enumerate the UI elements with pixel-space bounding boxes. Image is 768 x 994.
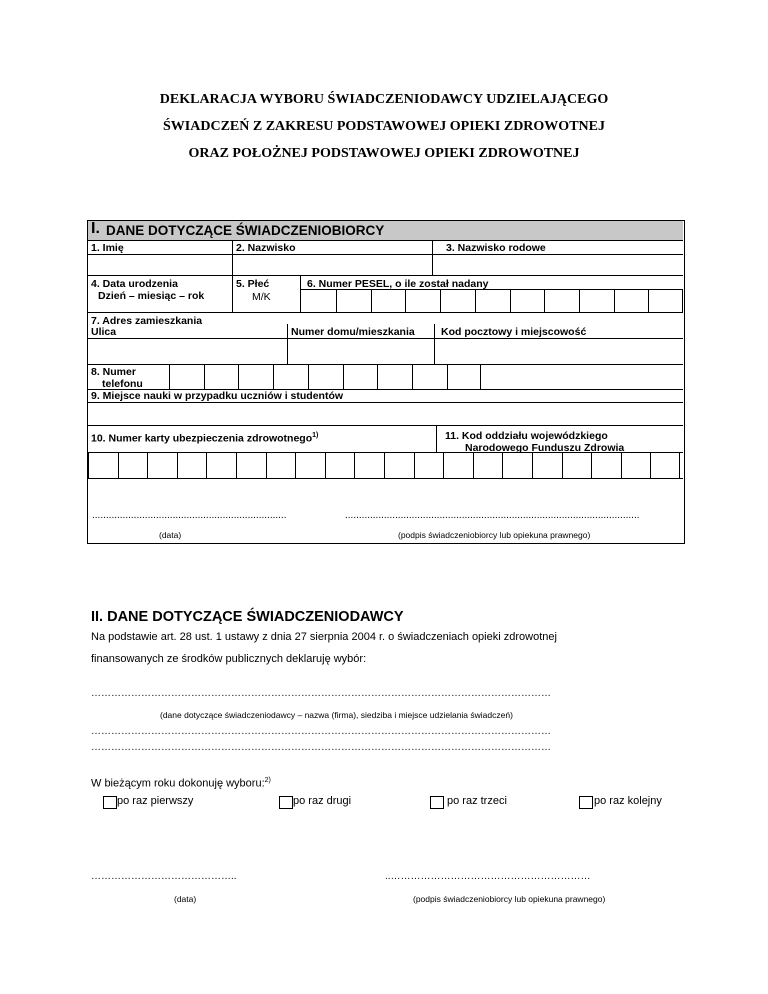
phone-digit-cell[interactable]: [377, 364, 412, 389]
pesel-digit-cell[interactable]: [579, 289, 614, 312]
field-nfz-code-label-2: Narodowego Funduszu Zdrowia: [465, 442, 625, 454]
phone-digit-cell[interactable]: [308, 364, 343, 389]
pesel-digit-cell[interactable]: [510, 289, 545, 312]
section-1-numeral: I.: [91, 220, 100, 237]
form-title-line-2: ŚWIADCZEŃ Z ZAKRESU PODSTAWOWEJ OPIEKI ZDROWOTNEJ: [163, 119, 605, 134]
option-next-time-label: po raz kolejny: [594, 795, 662, 807]
checkbox-first-time[interactable]: [103, 796, 117, 809]
choice-intro: W bieżącym roku dokonuję wyboru:$^{2)}$: [91, 777, 271, 790]
pesel-digit-cell[interactable]: [475, 289, 510, 312]
pesel-digit-cell[interactable]: [371, 289, 406, 312]
postal-city-input[interactable]: [435, 339, 683, 363]
phone-digit-cell[interactable]: [238, 364, 273, 389]
field-maiden-name-label: 3. Nazwisko rodowe: [446, 242, 546, 254]
card-digit-cell[interactable]: [118, 452, 148, 478]
field-street-label: Ulica: [91, 326, 117, 338]
field-nfz-code-label: 11. Kod oddziału wojewódzkiego: [445, 430, 608, 442]
pesel-digit-cell[interactable]: [440, 289, 475, 312]
field-sex-format: M/K: [252, 291, 271, 303]
phone-digit-cell[interactable]: [412, 364, 447, 389]
surname-input[interactable]: [233, 255, 432, 275]
date-dots: ......................................................................: [92, 510, 287, 521]
card-digit-cell[interactable]: [473, 452, 503, 478]
checkbox-next-time[interactable]: [579, 796, 593, 809]
option-first-time-label: po raz pierwszy: [117, 795, 194, 807]
provider-dots-3[interactable]: …………………………………………………………………………………………………………………………: [91, 742, 551, 753]
card-digit-cell[interactable]: [502, 452, 532, 478]
field-phone-label: 8. Numer: [91, 366, 136, 378]
card-digit-cell[interactable]: [591, 452, 621, 478]
field-sex-label: 5. Płeć: [236, 278, 270, 290]
pesel-digit-cell[interactable]: [405, 289, 440, 312]
date-caption-2: (data): [174, 894, 197, 904]
date-dots-2: ……………………………………..: [91, 871, 237, 882]
card-digit-cell[interactable]: [354, 452, 384, 478]
field-address-label: 7. Adres zamieszkania: [91, 315, 203, 327]
card-digit-cell[interactable]: [236, 452, 266, 478]
card-digit-cell[interactable]: [206, 452, 236, 478]
checkbox-second-time[interactable]: [279, 796, 293, 809]
phone-digit-cell[interactable]: [169, 364, 204, 389]
option-third-time-label: po raz trzeci: [447, 795, 507, 807]
card-digit-cell[interactable]: [325, 452, 355, 478]
card-digit-cell[interactable]: [384, 452, 414, 478]
card-digit-cell[interactable]: [443, 452, 473, 478]
provider-dots-2[interactable]: …………………………………………………………………………………………………………………………: [91, 726, 551, 737]
phone-digit-cell[interactable]: [343, 364, 378, 389]
signature-caption-2: (podpis świadczeniobiorcy lub opiekuna prawnego): [413, 894, 606, 904]
signature-dots-2: ..……………………………………………………: [385, 871, 591, 882]
card-digit-cell[interactable]: [147, 452, 177, 478]
field-postal-city-label: Kod pocztowy i miejscowość: [441, 326, 587, 338]
card-digit-cell[interactable]: [88, 452, 118, 478]
section-2-heading: II. DANE DOTYCZĄCE ŚWIADCZENIODAWCY: [91, 609, 404, 625]
field-first-name-label: 1. Imię: [91, 242, 124, 254]
phone-digit-cell[interactable]: [273, 364, 308, 389]
field-school-label: 9. Miejsce nauki w przypadku uczniów i studentów: [91, 390, 344, 402]
card-digit-cell[interactable]: [532, 452, 562, 478]
card-digit-cell[interactable]: [295, 452, 325, 478]
card-digit-cell[interactable]: [177, 452, 207, 478]
pesel-digit-cell[interactable]: [614, 289, 649, 312]
pesel-digit-cell[interactable]: [336, 289, 371, 312]
field-birthdate-label: 4. Data urodzenia: [91, 278, 178, 290]
form-title-line-3: ORAZ POŁOŻNEJ PODSTAWOWEJ OPIEKI ZDROWOTNEJ: [188, 146, 580, 161]
checkbox-third-time[interactable]: [430, 796, 444, 809]
field-house-number-label: Numer domu/mieszkania: [291, 326, 415, 338]
phone-digit-cell[interactable]: [204, 364, 239, 389]
field-phone-label-2: telefonu: [102, 378, 143, 390]
house-number-input[interactable]: [288, 339, 434, 363]
field-birthdate-format: Dzień – miesiąc – rok: [98, 290, 205, 302]
maiden-name-input[interactable]: [433, 255, 683, 275]
section-1-heading: DANE DOTYCZĄCE ŚWIADCZENIOBIORCY: [106, 223, 385, 238]
pesel-digit-cell[interactable]: [544, 289, 579, 312]
option-second-time-label: po raz drugi: [293, 795, 352, 807]
signature-dots: ..........................................................................................................: [345, 510, 640, 521]
provider-caption: (dane dotyczące świadczeniodawcy – nazwa (firma), siedziba i miejsce udzielania świadczeń): [160, 710, 513, 720]
street-input[interactable]: [88, 339, 287, 363]
card-digit-cell[interactable]: [650, 452, 680, 478]
field-insurance-card-label: 10. Numer karty ubezpieczenia zdrowotnego$^{1)}$: [91, 432, 319, 445]
card-digit-cell[interactable]: [621, 452, 651, 478]
provider-dots-1[interactable]: …………………………………………………………………………………………………………………………: [91, 688, 551, 699]
field-surname-label: 2. Nazwisko: [236, 242, 296, 254]
school-input[interactable]: [88, 403, 683, 425]
card-digit-cell[interactable]: [562, 452, 592, 478]
date-caption: (data): [159, 530, 182, 540]
section-2-paragraph: Na podstawie art. 28 ust. 1 ustawy z dnia 27 sierpnia 2004 r. o świadczeniach opieki zdrowotnej finansowanych ze środków publicznych deklaruję wybór:: [91, 631, 557, 665]
phone-digit-cell[interactable]: [447, 364, 482, 389]
card-digit-cell[interactable]: [266, 452, 296, 478]
pesel-digit-cell[interactable]: [648, 289, 683, 312]
first-name-input[interactable]: [88, 255, 232, 275]
signature-caption: (podpis świadczeniobiorcy lub opiekuna prawnego): [398, 530, 591, 540]
card-digit-cell[interactable]: [414, 452, 444, 478]
field-pesel-label: 6. Numer PESEL, o ile został nadany: [307, 278, 489, 290]
form-title-line-1: DEKLARACJA WYBORU ŚWIADCZENIODAWCY UDZIELAJĄCEGO: [159, 92, 609, 107]
